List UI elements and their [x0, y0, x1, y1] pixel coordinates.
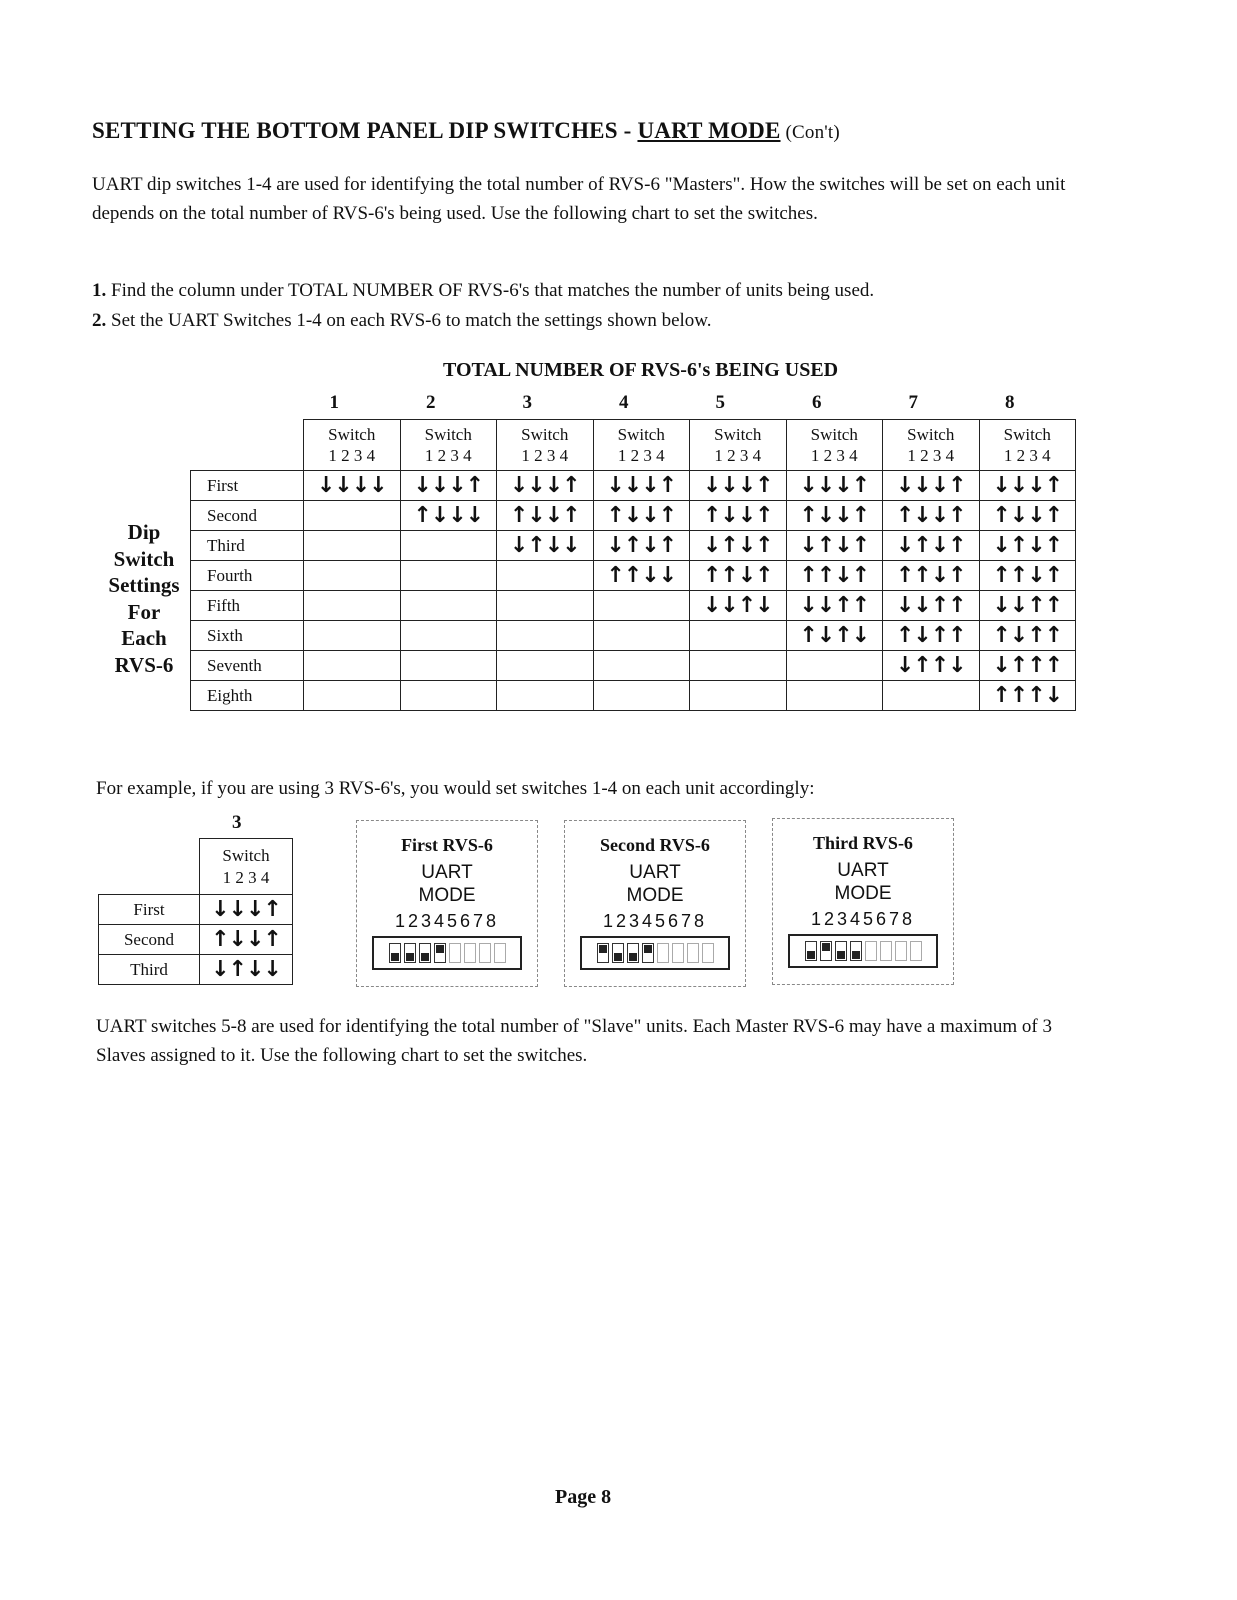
switch-setting-cell [304, 681, 401, 711]
row-label: Third [191, 531, 304, 561]
row-label: Seventh [191, 651, 304, 681]
switch-setting-cell: ↑↓↑↑ [883, 621, 980, 651]
dip-switch-off [494, 943, 506, 963]
switch-setting-cell [400, 681, 497, 711]
switch-setting-cell: ↑↑↓↑ [883, 561, 980, 591]
switch-setting-cell [690, 681, 787, 711]
switch-header-5: Switch 1 2 3 4 [690, 420, 787, 471]
switch-setting-cell [497, 561, 594, 591]
dip-switch-up [434, 943, 446, 963]
row-label: Fourth [191, 561, 304, 591]
switch-setting-cell: ↓↑↑↓ [883, 651, 980, 681]
dip-switch-bank [788, 934, 938, 968]
switch-setting-cell [593, 651, 690, 681]
switch-setting-cell: ↓↑↑↑ [979, 651, 1076, 681]
switch-setting-cell [304, 621, 401, 651]
dip-switch-off [910, 941, 922, 961]
switch-setting-cell [497, 681, 594, 711]
heading-main: SETTING THE BOTTOM PANEL DIP SWITCHES - [92, 118, 638, 143]
example-text: For example, if you are using 3 RVS-6's, you would set switches 1-4 on each unit accordingly: [96, 778, 815, 799]
col-num: 5 [715, 392, 725, 413]
switch-setting-cell [786, 681, 883, 711]
switch-setting-cell: ↓↓↓↓ [304, 471, 401, 501]
dip-switch-down [612, 943, 624, 963]
step-1: 1. Find the column under TOTAL NUMBER OF RVS-6's that matches the number of units being used. [92, 280, 875, 301]
row-label: Sixth [191, 621, 304, 651]
col-num: 8 [1005, 392, 1015, 413]
dip-switch-off [880, 941, 892, 961]
switch-header-8: Switch 1 2 3 4 [979, 420, 1076, 471]
switch-setting-cell: ↑↓↓↑ [979, 501, 1076, 531]
switch-setting-cell [400, 651, 497, 681]
switch-setting-cell [497, 651, 594, 681]
switch-header-2: Switch 1 2 3 4 [400, 420, 497, 471]
switch-setting-cell [304, 531, 401, 561]
switch-setting-cell: ↑↓↓↑ [690, 501, 787, 531]
dip-switch-off [687, 943, 699, 963]
table-row [191, 471, 1076, 501]
heading-cont: (Con't) [780, 122, 840, 143]
dip-switch-off [672, 943, 684, 963]
dip-switch-off [657, 943, 669, 963]
switch-setting-cell [304, 561, 401, 591]
table-title: TOTAL NUMBER OF RVS-6's BEING USED [443, 359, 839, 381]
row-label: Fifth [191, 591, 304, 621]
column-numbers [286, 392, 1058, 414]
example-table [98, 838, 293, 985]
switch-setting-cell [400, 531, 497, 561]
switch-setting-cell [400, 591, 497, 621]
col-num: 6 [812, 392, 822, 413]
steps-list [92, 276, 1092, 336]
table-row [191, 591, 1076, 621]
example-switch-header: Switch 1 2 3 4 [200, 839, 293, 895]
switch-setting-cell: ↓↓↓↑ [690, 471, 787, 501]
dip-switch-off [895, 941, 907, 961]
dip-switch-down [404, 943, 416, 963]
dip-switch-down [835, 941, 847, 961]
dip-switch-down [419, 943, 431, 963]
dip-switch-bank [372, 936, 522, 970]
dip-switch-off [865, 941, 877, 961]
switch-setting-cell [593, 591, 690, 621]
switch-setting-cell [883, 681, 980, 711]
switch-setting-cell: ↓↓↓↑ [593, 471, 690, 501]
dip-switch-bank [580, 936, 730, 970]
dip-box-third: Third RVS-6 UART MODE 12345678 [772, 818, 954, 985]
switch-setting-cell [593, 681, 690, 711]
switch-setting-cell: ↓↑↓↓ [497, 531, 594, 561]
switch-setting-cell: ↑↓↓↑ [497, 501, 594, 531]
switch-setting-cell: ↑↓↑↑ [979, 621, 1076, 651]
switch-header-3: Switch 1 2 3 4 [497, 420, 594, 471]
switch-setting-cell: ↓↓↑↓ [690, 591, 787, 621]
switch-setting-cell: ↓↓↑↑ [786, 591, 883, 621]
switch-setting-cell: ↓↓↓↑ [883, 471, 980, 501]
switch-setting-cell: ↓↑↓↑ [883, 531, 980, 561]
switch-setting-cell: ↓↓↓↑ [786, 471, 883, 501]
row-label: First [191, 471, 304, 501]
dip-box-first: First RVS-6 UART MODE 12345678 [356, 820, 538, 987]
switch-setting-cell [304, 591, 401, 621]
switch-setting-cell [497, 591, 594, 621]
row-label: Second [191, 501, 304, 531]
outro-paragraph: UART switches 5-8 are used for identifying the total number of "Slave" units. Each Master RVS-6 may have a maximum of 3 Slaves assigned to it. Use the following chart to set the switches. [96, 1016, 1052, 1066]
switch-header-1: Switch 1 2 3 4 [304, 420, 401, 471]
switch-header-7: Switch 1 2 3 4 [883, 420, 980, 471]
col-num: 1 [329, 392, 339, 413]
dip-box-second: Second RVS-6 UART MODE 12345678 [564, 820, 746, 987]
dip-switch-down [389, 943, 401, 963]
switch-setting-cell: ↑↑↓↑ [979, 561, 1076, 591]
switch-setting-cell: ↑↑↓↓ [593, 561, 690, 591]
switch-setting-cell: ↓↓↓↑ [979, 471, 1076, 501]
heading-uart-mode: UART MODE [637, 118, 781, 143]
table-row [191, 621, 1076, 651]
table-row: Third ↓↑↓↓ [99, 955, 293, 985]
dip-switch-off [702, 943, 714, 963]
switch-setting-cell: ↑↑↑↓ [979, 681, 1076, 711]
switch-setting-cell: ↑↓↓↓ [400, 501, 497, 531]
step-2: 2. Set the UART Switches 1-4 on each RVS-6 to match the settings shown below. [92, 310, 712, 331]
switch-setting-cell [690, 651, 787, 681]
col-num: 2 [426, 392, 436, 413]
page-heading [92, 118, 840, 144]
table-row: Second ↑↓↓↑ [99, 925, 293, 955]
switch-setting-cell: ↑↓↑↓ [786, 621, 883, 651]
switch-setting-cell: ↑↑↓↑ [786, 561, 883, 591]
dip-switch-off [449, 943, 461, 963]
table-row [191, 681, 1076, 711]
side-label: Dip Switch Settings For Each RVS-6 [108, 520, 180, 677]
switch-setting-cell [304, 501, 401, 531]
page-number: Page 8 [555, 1486, 612, 1508]
switch-header-6: Switch 1 2 3 4 [786, 420, 883, 471]
switch-setting-cell [690, 621, 787, 651]
dip-switch-down [805, 941, 817, 961]
table-row [191, 651, 1076, 681]
table-row: First ↓↓↓↑ [99, 895, 293, 925]
switch-setting-cell: ↓↓↓↑ [400, 471, 497, 501]
dip-switch-up [820, 941, 832, 961]
dip-switch-off [464, 943, 476, 963]
dip-switch-up [597, 943, 609, 963]
dip-switch-up [642, 943, 654, 963]
example-column-number: 3 [232, 812, 242, 833]
switch-setting-cell: ↓↑↓↑ [690, 531, 787, 561]
table-row [191, 501, 1076, 531]
col-num: 4 [619, 392, 629, 413]
dip-switch-down [850, 941, 862, 961]
switch-setting-cell: ↑↓↓↑ [786, 501, 883, 531]
table-row [191, 561, 1076, 591]
switch-setting-cell: ↓↓↑↑ [979, 591, 1076, 621]
switch-setting-cell [497, 621, 594, 651]
switch-setting-cell: ↓↑↓↑ [593, 531, 690, 561]
switch-setting-cell: ↓↑↓↑ [786, 531, 883, 561]
table-row [191, 531, 1076, 561]
switch-setting-cell: ↓↓↓↑ [497, 471, 594, 501]
switch-setting-cell: ↑↓↓↑ [883, 501, 980, 531]
col-num: 7 [908, 392, 918, 413]
switch-setting-cell [593, 621, 690, 651]
intro-paragraph: UART dip switches 1-4 are used for identifying the total number of RVS-6 "Masters". How the switches will be set on each unit depends on the total number of RVS-6's being used. Use the following chart to set the switches. [92, 174, 1066, 224]
switch-setting-cell [786, 651, 883, 681]
switch-setting-cell: ↓↓↑↑ [883, 591, 980, 621]
row-label: Eighth [191, 681, 304, 711]
dip-settings-table [190, 419, 1076, 711]
dip-switch-down [627, 943, 639, 963]
switch-setting-cell [400, 621, 497, 651]
dip-switch-off [479, 943, 491, 963]
switch-setting-cell [304, 651, 401, 681]
switch-setting-cell: ↑↑↓↑ [690, 561, 787, 591]
switch-header-4: Switch 1 2 3 4 [593, 420, 690, 471]
switch-setting-cell: ↑↓↓↑ [593, 501, 690, 531]
switch-setting-cell: ↓↑↓↑ [979, 531, 1076, 561]
switch-setting-cell [400, 561, 497, 591]
col-num: 3 [522, 392, 532, 413]
